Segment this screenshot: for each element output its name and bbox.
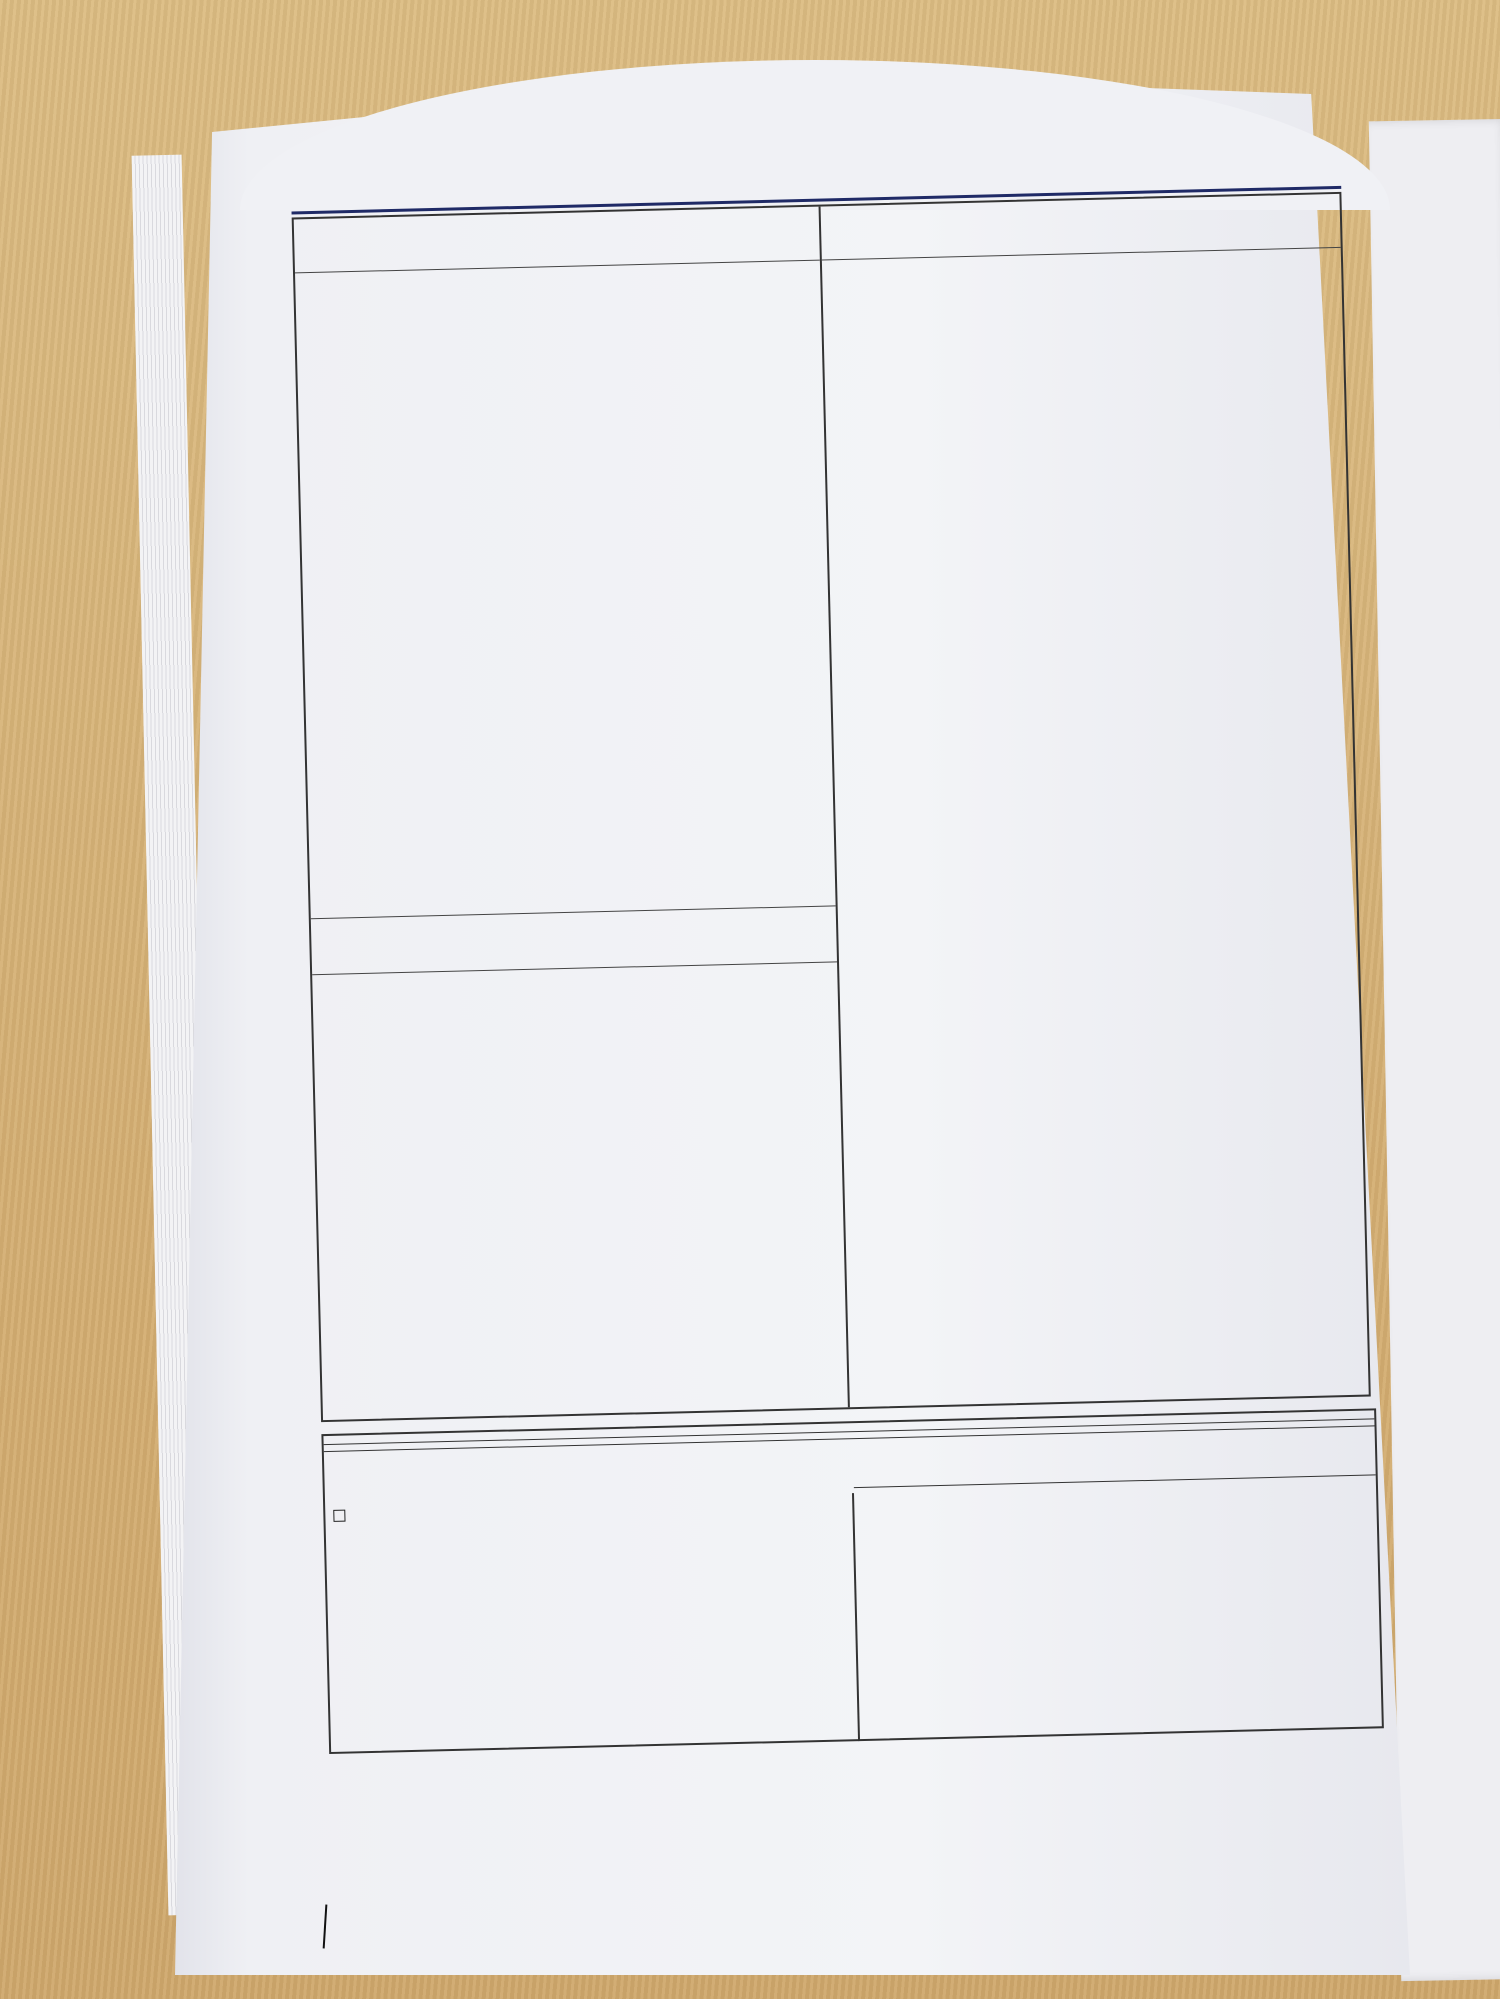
service-date-block bbox=[307, 754, 836, 919]
service-event-column bbox=[325, 1493, 858, 1754]
next-services-box bbox=[321, 1408, 1384, 1754]
interval-checkbox[interactable] bbox=[333, 1510, 345, 1522]
page-footer bbox=[309, 1904, 358, 1951]
footer-divider bbox=[323, 1904, 328, 1948]
left-column-header bbox=[294, 207, 820, 274]
service-grid bbox=[292, 192, 1371, 1422]
workshop-name bbox=[312, 977, 334, 978]
right-column-header bbox=[821, 194, 1341, 261]
workshop-address bbox=[312, 977, 334, 978]
workshop-stamp-area bbox=[312, 962, 848, 1423]
service-record bbox=[270, 124, 1391, 1830]
guarantee-label bbox=[839, 971, 899, 972]
dealer-stamp-label bbox=[850, 1399, 910, 1400]
additional-work-column bbox=[853, 1450, 1382, 1741]
guarantee-area bbox=[839, 950, 1369, 1411]
